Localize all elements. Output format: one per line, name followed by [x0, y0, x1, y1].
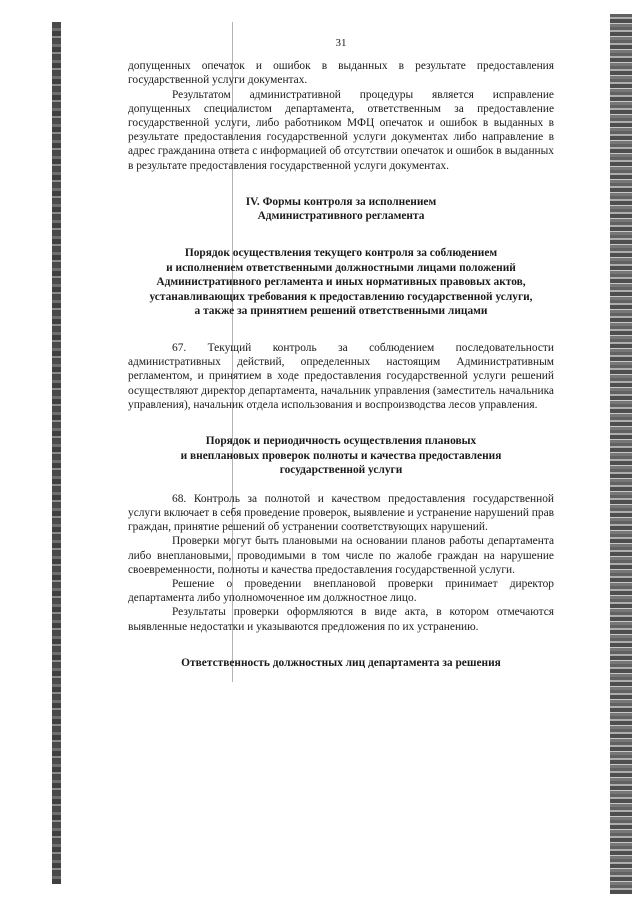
heading-line: а также за принятием решений ответственными лицами [194, 305, 488, 318]
paragraph: Результатом административной процедуры является исправление допущенных специалистом департамента, ответственным за предоставление государственной услуги, либо работником МФЦ опечаток и ошибок в выданных в результате предоставления государственной услуги документах либо направление в адрес гражданина ответа с информацией об отсутствии опечаток и ошибок в выданных в результате предоставления государственной услуги документах. [128, 88, 554, 172]
paragraph: Результаты проверки оформляются в виде акта, в котором отмечаются выявленные недостатки и указываются предложения по их устранению. [128, 606, 554, 633]
paragraph: 68. Контроль за полнотой и качеством предоставления государственной услуги включает в себя проведение проверок, выявление и устранение нарушений прав граждан, принятие решений об устранении соответствующих нарушений. [128, 492, 555, 534]
scan-edge-left [52, 22, 61, 884]
spacer [128, 173, 554, 195]
heading-line: Порядок и периодичность осуществления плановых [205, 435, 477, 447]
scan-edge-right [610, 14, 632, 894]
spacer [128, 319, 554, 341]
heading-line: IV. Формы контроля за исполнением [245, 195, 437, 208]
heading-line: Административного регламента [257, 210, 425, 223]
heading-line: Порядок осуществления текущего контроля за соблюдением [184, 247, 498, 260]
spacer [128, 634, 554, 656]
spacer [128, 412, 554, 434]
paragraph: допущенных опечаток и ошибок в выданных в результате предоставления государственной услуги документах. [128, 60, 554, 87]
heading-line: государственной услуги [279, 464, 403, 477]
document-body [128, 59, 554, 670]
heading-line: Ответственность должностных лиц департамента за решения [181, 656, 501, 669]
heading-line: и внеплановых проверок полноты и качества предоставления [180, 449, 502, 462]
page-number: 31 [335, 37, 347, 49]
spacer [128, 224, 554, 246]
document-page [128, 36, 554, 670]
section-heading [128, 246, 554, 319]
section-heading [128, 195, 554, 224]
section-heading [128, 434, 554, 478]
heading-line: устанавливающих требования к предоставлению государственной услуги, [149, 290, 533, 303]
section-heading [128, 656, 554, 671]
spacer [128, 478, 554, 492]
paragraph: Проверки могут быть плановыми на основании планов работы департамента либо внеплановыми, проводимыми в том числе по жалобе граждан на нарушение своевременности, полноты и качества предоставления государственной услуги. [128, 535, 554, 576]
paragraph: 67. Текущий контроль за соблюдением последовательности административных действий, определенных настоящим Административным регламентом, и принятием в ходе предоставления государственной услуги решений осуществляют директор департамента, начальник управления (заместитель начальника управления), начальник отдела использования и воспроизводства лесов управления. [128, 341, 554, 411]
heading-line: Административного регламента и иных нормативных правовых актов, [156, 276, 526, 289]
heading-line: и исполнением ответственными должностными лицами положений [166, 261, 516, 274]
paragraph: Решение о проведении внеплановой проверки принимает директор департамента либо уполномоченное им должностное лицо. [128, 578, 554, 605]
